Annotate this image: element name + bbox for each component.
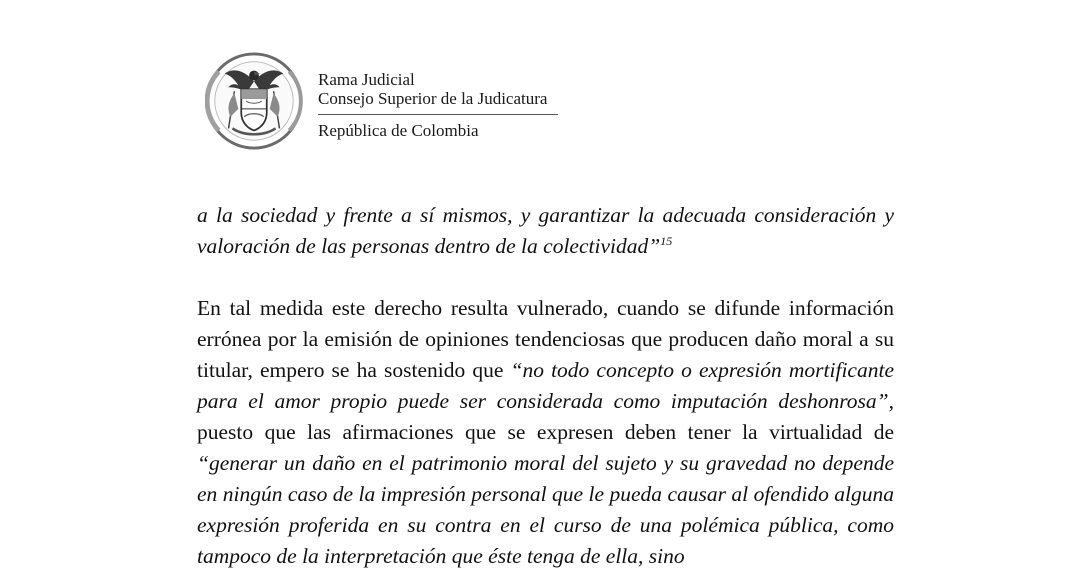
org-line-rama-judicial: Rama Judicial bbox=[318, 70, 415, 89]
organization-name bbox=[318, 70, 568, 140]
document-body bbox=[197, 200, 894, 572]
header-divider bbox=[318, 114, 558, 115]
paragraph-2-quote-2: “generar un daño en el patrimonio moral del sujeto y su gravedad no depende en ningún caso de la impresión personal que le pueda causar al ofendido alguna expresión proferida en su contra en el curso de una polémica pública, como tampoco de la interpretación que éste tenga de ella, sino bbox=[197, 451, 894, 568]
paragraph-1 bbox=[197, 200, 894, 262]
org-line-consejo: Consejo Superior de la Judicatura bbox=[318, 89, 548, 108]
paragraph-2-part-2: puesto que las afirmaciones que se expresen deben tener la virtualidad de bbox=[197, 420, 894, 444]
paragraph-1-text: a la sociedad y frente a sí mismos, y garantizar la adecuada consideración y valoración de las personas dentro de la colectividad” bbox=[197, 203, 894, 258]
paragraph-2-quote-1: “no todo concepto o expresión mortificante para el amor propio puede ser considerada como imputación deshonrosa”, bbox=[197, 358, 894, 413]
paragraph-2-part-1: En tal medida este derecho resulta vulnerado, cuando se difunde información errónea por la emisión de opiniones tendenciosas que producen daño moral a su titular, empero se ha sostenido que bbox=[197, 296, 894, 382]
letterhead bbox=[205, 52, 565, 152]
footnote-reference: 15 bbox=[660, 233, 673, 248]
paragraph-2 bbox=[197, 293, 894, 572]
colombia-coat-of-arms-seal-icon bbox=[205, 52, 303, 150]
org-line-republica: República de Colombia bbox=[318, 121, 479, 140]
